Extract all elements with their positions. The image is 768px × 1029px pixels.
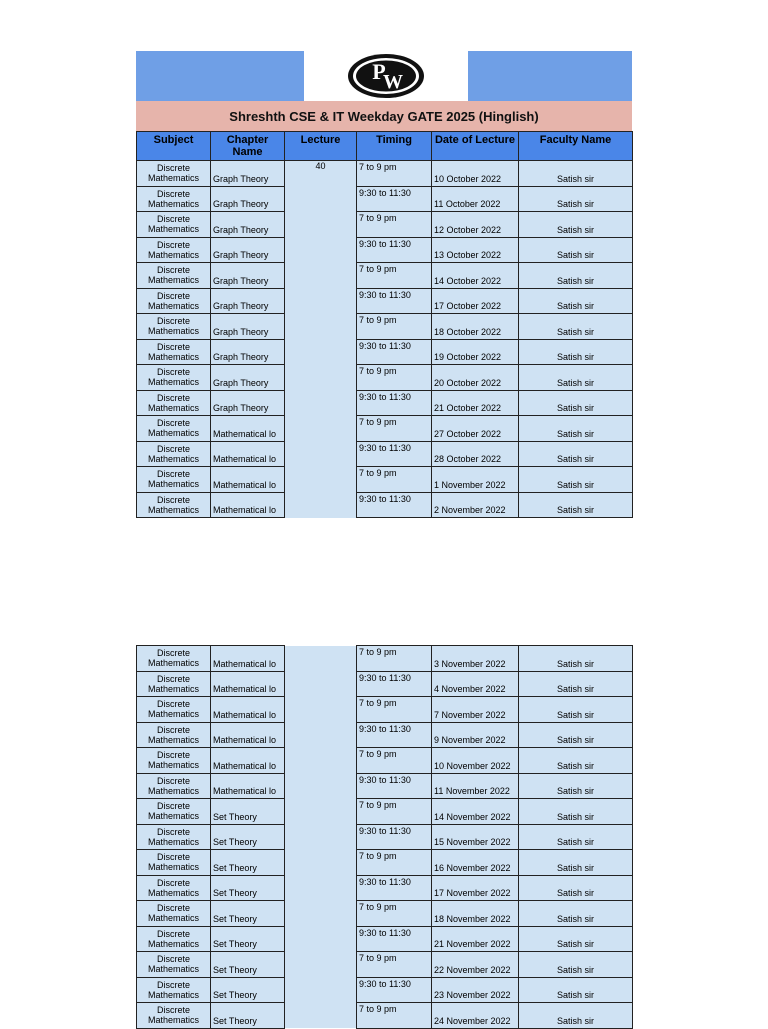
lecture-cell [285, 339, 357, 365]
date-cell: 10 November 2022 [432, 748, 519, 774]
faculty-cell: Satish sir [519, 1003, 633, 1029]
chapter-cell: Mathematical lo [211, 697, 285, 723]
subject-cell: Discrete Mathematics [137, 977, 211, 1003]
faculty-cell: Satish sir [519, 875, 633, 901]
chapter-cell: Mathematical lo [211, 416, 285, 442]
date-cell: 20 October 2022 [432, 365, 519, 391]
lecture-cell [285, 467, 357, 493]
schedule-sheet-1 [136, 51, 632, 518]
date-cell: 14 November 2022 [432, 799, 519, 825]
table-row [137, 646, 633, 672]
schedule-table-2 [136, 645, 633, 1029]
chapter-cell: Set Theory [211, 824, 285, 850]
chapter-cell: Set Theory [211, 799, 285, 825]
faculty-cell: Satish sir [519, 748, 633, 774]
date-cell: 18 November 2022 [432, 901, 519, 927]
lecture-cell [285, 722, 357, 748]
timing-cell: 9:30 to 11:30 [357, 875, 432, 901]
subject-cell: Discrete Mathematics [137, 212, 211, 238]
lecture-cell [285, 697, 357, 723]
subject-cell: Discrete Mathematics [137, 314, 211, 340]
faculty-cell: Satish sir [519, 365, 633, 391]
lecture-cell [285, 288, 357, 314]
lecture-cell [285, 977, 357, 1003]
lecture-cell [285, 646, 357, 672]
date-cell: 16 November 2022 [432, 850, 519, 876]
faculty-cell: Satish sir [519, 212, 633, 238]
timing-cell: 9:30 to 11:30 [357, 339, 432, 365]
faculty-cell: Satish sir [519, 850, 633, 876]
lecture-cell [285, 824, 357, 850]
faculty-cell: Satish sir [519, 263, 633, 289]
timing-cell: 7 to 9 pm [357, 901, 432, 927]
lecture-cell: 40 [285, 161, 357, 187]
chapter-cell: Graph Theory [211, 237, 285, 263]
timing-cell: 7 to 9 pm [357, 263, 432, 289]
faculty-cell: Satish sir [519, 416, 633, 442]
faculty-cell: Satish sir [519, 467, 633, 493]
faculty-cell: Satish sir [519, 824, 633, 850]
col-header-subject: Subject [137, 132, 211, 161]
date-cell: 12 October 2022 [432, 212, 519, 238]
date-cell: 13 October 2022 [432, 237, 519, 263]
lecture-cell [285, 875, 357, 901]
schedule-table-1 [136, 131, 633, 518]
svg-text:W: W [383, 71, 403, 93]
subject-cell: Discrete Mathematics [137, 288, 211, 314]
chapter-cell: Graph Theory [211, 314, 285, 340]
subject-cell: Discrete Mathematics [137, 671, 211, 697]
chapter-cell: Mathematical lo [211, 748, 285, 774]
date-cell: 11 November 2022 [432, 773, 519, 799]
subject-cell: Discrete Mathematics [137, 365, 211, 391]
subject-cell: Discrete Mathematics [137, 339, 211, 365]
date-cell: 10 October 2022 [432, 161, 519, 187]
subject-cell: Discrete Mathematics [137, 722, 211, 748]
table-header-row [137, 132, 633, 161]
table-row [137, 161, 633, 187]
timing-cell: 9:30 to 11:30 [357, 237, 432, 263]
table-row [137, 467, 633, 493]
table-body-1 [137, 161, 633, 518]
faculty-cell: Satish sir [519, 288, 633, 314]
table-row [137, 977, 633, 1003]
faculty-cell: Satish sir [519, 339, 633, 365]
date-cell: 3 November 2022 [432, 646, 519, 672]
date-cell: 17 October 2022 [432, 288, 519, 314]
date-cell: 11 October 2022 [432, 186, 519, 212]
lecture-cell [285, 748, 357, 774]
subject-cell: Discrete Mathematics [137, 237, 211, 263]
chapter-cell: Graph Theory [211, 263, 285, 289]
table-row [137, 441, 633, 467]
lecture-cell [285, 926, 357, 952]
subject-cell: Discrete Mathematics [137, 263, 211, 289]
chapter-cell: Mathematical lo [211, 722, 285, 748]
subject-cell: Discrete Mathematics [137, 390, 211, 416]
date-cell: 23 November 2022 [432, 977, 519, 1003]
chapter-cell: Set Theory [211, 901, 285, 927]
timing-cell: 9:30 to 11:30 [357, 492, 432, 518]
subject-cell: Discrete Mathematics [137, 926, 211, 952]
subject-cell: Discrete Mathematics [137, 748, 211, 774]
timing-cell: 9:30 to 11:30 [357, 977, 432, 1003]
table-row [137, 237, 633, 263]
chapter-cell: Mathematical lo [211, 441, 285, 467]
subject-cell: Discrete Mathematics [137, 799, 211, 825]
faculty-cell: Satish sir [519, 901, 633, 927]
pw-logo [346, 52, 426, 100]
date-cell: 24 November 2022 [432, 1003, 519, 1029]
lecture-cell [285, 390, 357, 416]
table-row [137, 212, 633, 238]
table-row [137, 671, 633, 697]
chapter-cell: Graph Theory [211, 288, 285, 314]
subject-cell: Discrete Mathematics [137, 467, 211, 493]
chapter-cell: Graph Theory [211, 212, 285, 238]
faculty-cell: Satish sir [519, 441, 633, 467]
chapter-cell: Mathematical lo [211, 646, 285, 672]
table-row [137, 824, 633, 850]
chapter-cell: Graph Theory [211, 339, 285, 365]
table-row [137, 952, 633, 978]
table-row [137, 492, 633, 518]
lecture-cell [285, 492, 357, 518]
timing-cell: 7 to 9 pm [357, 416, 432, 442]
date-cell: 4 November 2022 [432, 671, 519, 697]
lecture-cell [285, 365, 357, 391]
subject-cell: Discrete Mathematics [137, 850, 211, 876]
subject-cell: Discrete Mathematics [137, 416, 211, 442]
lecture-cell [285, 901, 357, 927]
chapter-cell: Set Theory [211, 850, 285, 876]
table-row [137, 901, 633, 927]
date-cell: 15 November 2022 [432, 824, 519, 850]
lecture-cell [285, 1003, 357, 1029]
lecture-cell [285, 263, 357, 289]
date-cell: 14 October 2022 [432, 263, 519, 289]
table-row [137, 799, 633, 825]
svg-text:P: P [372, 59, 386, 84]
subject-cell: Discrete Mathematics [137, 773, 211, 799]
subject-cell: Discrete Mathematics [137, 952, 211, 978]
timing-cell: 9:30 to 11:30 [357, 390, 432, 416]
col-header-lecture: Lecture [285, 132, 357, 161]
timing-cell: 7 to 9 pm [357, 365, 432, 391]
table-body-2 [137, 646, 633, 1029]
table-row [137, 339, 633, 365]
timing-cell: 9:30 to 11:30 [357, 671, 432, 697]
chapter-cell: Set Theory [211, 875, 285, 901]
logo-area [304, 51, 468, 101]
timing-cell: 7 to 9 pm [357, 952, 432, 978]
subject-cell: Discrete Mathematics [137, 901, 211, 927]
timing-cell: 7 to 9 pm [357, 467, 432, 493]
table-row [137, 1003, 633, 1029]
faculty-cell: Satish sir [519, 314, 633, 340]
page-title: Shreshth CSE & IT Weekday GATE 2025 (Hinglish) [136, 101, 632, 131]
table-row [137, 390, 633, 416]
date-cell: 28 October 2022 [432, 441, 519, 467]
table-row [137, 850, 633, 876]
faculty-cell: Satish sir [519, 671, 633, 697]
timing-cell: 7 to 9 pm [357, 748, 432, 774]
col-header-timing: Timing [357, 132, 432, 161]
table-row [137, 365, 633, 391]
table-row [137, 697, 633, 723]
date-cell: 21 November 2022 [432, 926, 519, 952]
schedule-sheet-2 [136, 645, 632, 1029]
lecture-cell [285, 952, 357, 978]
lecture-cell [285, 237, 357, 263]
lecture-cell [285, 671, 357, 697]
col-header-date: Date of Lecture [432, 132, 519, 161]
date-cell: 21 October 2022 [432, 390, 519, 416]
chapter-cell: Mathematical lo [211, 773, 285, 799]
chapter-cell: Graph Theory [211, 365, 285, 391]
banner-left-block [136, 51, 304, 101]
banner-right-block [468, 51, 632, 101]
faculty-cell: Satish sir [519, 492, 633, 518]
date-cell: 17 November 2022 [432, 875, 519, 901]
faculty-cell: Satish sir [519, 773, 633, 799]
date-cell: 1 November 2022 [432, 467, 519, 493]
table-row [137, 773, 633, 799]
faculty-cell: Satish sir [519, 186, 633, 212]
chapter-cell: Graph Theory [211, 390, 285, 416]
table-row [137, 722, 633, 748]
lecture-cell [285, 850, 357, 876]
table-row [137, 186, 633, 212]
timing-cell: 9:30 to 11:30 [357, 441, 432, 467]
timing-cell: 7 to 9 pm [357, 697, 432, 723]
table-row [137, 748, 633, 774]
lecture-cell [285, 441, 357, 467]
date-cell: 19 October 2022 [432, 339, 519, 365]
subject-cell: Discrete Mathematics [137, 492, 211, 518]
chapter-cell: Mathematical lo [211, 671, 285, 697]
chapter-cell: Mathematical lo [211, 467, 285, 493]
timing-cell: 7 to 9 pm [357, 1003, 432, 1029]
faculty-cell: Satish sir [519, 722, 633, 748]
lecture-cell [285, 416, 357, 442]
lecture-cell [285, 314, 357, 340]
subject-cell: Discrete Mathematics [137, 441, 211, 467]
date-cell: 2 November 2022 [432, 492, 519, 518]
date-cell: 27 October 2022 [432, 416, 519, 442]
subject-cell: Discrete Mathematics [137, 697, 211, 723]
chapter-cell: Mathematical lo [211, 492, 285, 518]
table-row [137, 875, 633, 901]
table-row [137, 263, 633, 289]
table-row [137, 416, 633, 442]
subject-cell: Discrete Mathematics [137, 875, 211, 901]
timing-cell: 9:30 to 11:30 [357, 824, 432, 850]
faculty-cell: Satish sir [519, 646, 633, 672]
date-cell: 7 November 2022 [432, 697, 519, 723]
date-cell: 18 October 2022 [432, 314, 519, 340]
faculty-cell: Satish sir [519, 926, 633, 952]
timing-cell: 7 to 9 pm [357, 646, 432, 672]
faculty-cell: Satish sir [519, 697, 633, 723]
timing-cell: 7 to 9 pm [357, 799, 432, 825]
col-header-faculty: Faculty Name [519, 132, 633, 161]
subject-cell: Discrete Mathematics [137, 824, 211, 850]
timing-cell: 9:30 to 11:30 [357, 773, 432, 799]
subject-cell: Discrete Mathematics [137, 186, 211, 212]
table-row [137, 288, 633, 314]
faculty-cell: Satish sir [519, 237, 633, 263]
timing-cell: 7 to 9 pm [357, 850, 432, 876]
subject-cell: Discrete Mathematics [137, 161, 211, 187]
timing-cell: 7 to 9 pm [357, 161, 432, 187]
timing-cell: 9:30 to 11:30 [357, 722, 432, 748]
lecture-cell [285, 773, 357, 799]
subject-cell: Discrete Mathematics [137, 646, 211, 672]
col-header-chapter: Chapter Name [211, 132, 285, 161]
faculty-cell: Satish sir [519, 390, 633, 416]
lecture-cell [285, 799, 357, 825]
chapter-cell: Graph Theory [211, 161, 285, 187]
banner [136, 51, 632, 101]
date-cell: 9 November 2022 [432, 722, 519, 748]
chapter-cell: Set Theory [211, 1003, 285, 1029]
table-row [137, 314, 633, 340]
date-cell: 22 November 2022 [432, 952, 519, 978]
timing-cell: 7 to 9 pm [357, 212, 432, 238]
timing-cell: 9:30 to 11:30 [357, 926, 432, 952]
timing-cell: 7 to 9 pm [357, 314, 432, 340]
lecture-cell [285, 212, 357, 238]
chapter-cell: Set Theory [211, 952, 285, 978]
chapter-cell: Graph Theory [211, 186, 285, 212]
lecture-cell [285, 186, 357, 212]
chapter-cell: Set Theory [211, 977, 285, 1003]
table-row [137, 926, 633, 952]
timing-cell: 9:30 to 11:30 [357, 186, 432, 212]
timing-cell: 9:30 to 11:30 [357, 288, 432, 314]
faculty-cell: Satish sir [519, 977, 633, 1003]
subject-cell: Discrete Mathematics [137, 1003, 211, 1029]
faculty-cell: Satish sir [519, 161, 633, 187]
faculty-cell: Satish sir [519, 799, 633, 825]
chapter-cell: Set Theory [211, 926, 285, 952]
faculty-cell: Satish sir [519, 952, 633, 978]
